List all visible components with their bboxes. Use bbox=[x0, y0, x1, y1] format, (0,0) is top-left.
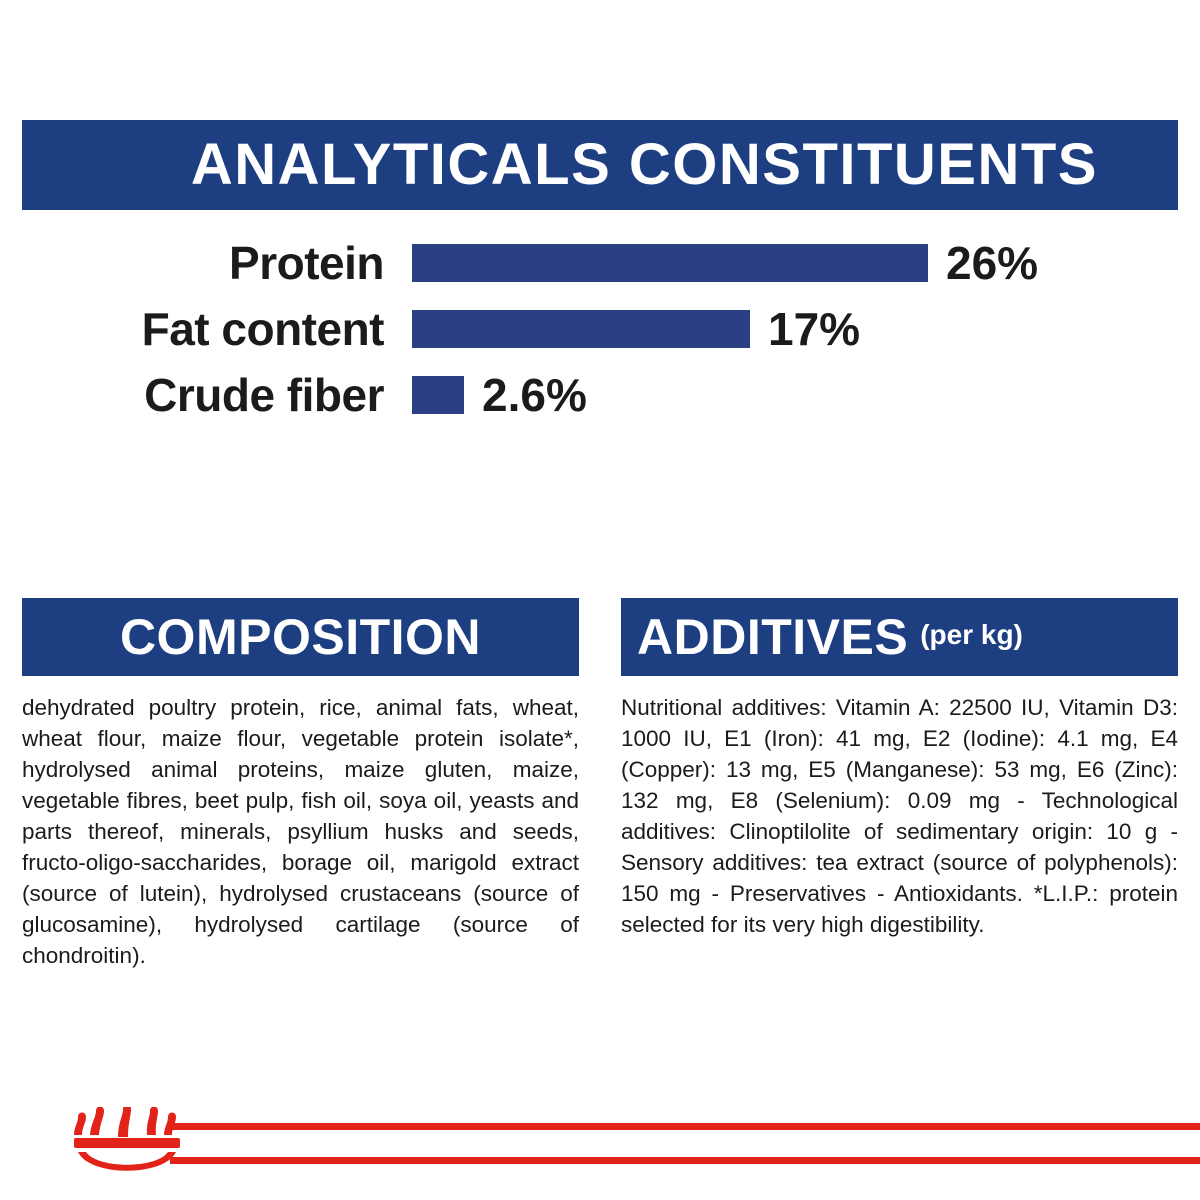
composition-header-bar bbox=[22, 598, 579, 676]
analyticals-header-bar bbox=[22, 120, 1178, 210]
chart-label-fat-content: Fat content bbox=[141, 303, 384, 355]
chart-value-protein: 26% bbox=[946, 237, 1039, 289]
chart-bar-wrap bbox=[412, 369, 587, 421]
chart-bar-wrap bbox=[412, 237, 1039, 289]
chart-row bbox=[22, 367, 1178, 423]
additives-text: Nutritional additives: Vitamin A: 22500 IU, Vitamin D3: 1000 IU, E1 (Iron): 41 mg, E2 (Iodine): 4.1 mg, E4 (Copper): 13 mg, E5 (Manganese): 53 mg, E6 (Zinc): 132 mg, E8 (Selenium): 0.09 mg - Technological additives: Clinoptilolite of sedimentary origin: 10 g - Sensory additives: tea extract (source of polyphenols): 150 mg - Preservatives - Antioxidants. *L.I.P.: protein selected for its very high digestibility. bbox=[621, 695, 1178, 938]
chart-label-protein: Protein bbox=[229, 237, 384, 289]
analyticals-title: ANALYTICALS CONSTITUENTS bbox=[190, 132, 1098, 197]
footer bbox=[0, 1085, 1200, 1200]
chart-bar-protein bbox=[412, 244, 928, 282]
info-columns bbox=[22, 598, 1178, 971]
additives-column bbox=[621, 598, 1178, 971]
composition-column bbox=[22, 598, 579, 971]
chart-bar-crude-fiber bbox=[412, 376, 464, 414]
chart-bar-wrap bbox=[412, 303, 861, 355]
footer-red-line-bottom bbox=[170, 1157, 1200, 1164]
chart-label-crude-fiber: Crude fiber bbox=[144, 369, 384, 421]
footer-red-line-top bbox=[170, 1123, 1200, 1130]
chart-row bbox=[22, 235, 1178, 291]
additives-title: ADDITIVES bbox=[637, 609, 909, 665]
chart-value-fat-content: 17% bbox=[768, 303, 861, 355]
composition-text: dehydrated poultry protein, rice, animal fats, wheat, wheat flour, maize flour, vegetable protein isolate*, hydrolysed animal proteins, maize gluten, maize, vegetable fibres, beet pulp, fish oil, soya oil, yeasts and parts thereof, minerals, psyllium husks and seeds, fructo-oligo-saccharides, borage oil, marigold extract (source of lutein), hydrolysed crustaceans (source of glucosamine), hydrolysed cartilage (source of chondroitin). bbox=[22, 695, 579, 969]
royal-canin-crown-icon bbox=[72, 1107, 182, 1179]
chart-value-crude-fiber: 2.6% bbox=[482, 369, 587, 421]
additives-subtitle: (per kg) bbox=[920, 619, 1023, 650]
analyticals-chart bbox=[22, 235, 1178, 433]
composition-title: COMPOSITION bbox=[119, 609, 482, 665]
chart-bar-fat-content bbox=[412, 310, 750, 348]
chart-row bbox=[22, 301, 1178, 357]
additives-header-bar bbox=[621, 598, 1178, 676]
